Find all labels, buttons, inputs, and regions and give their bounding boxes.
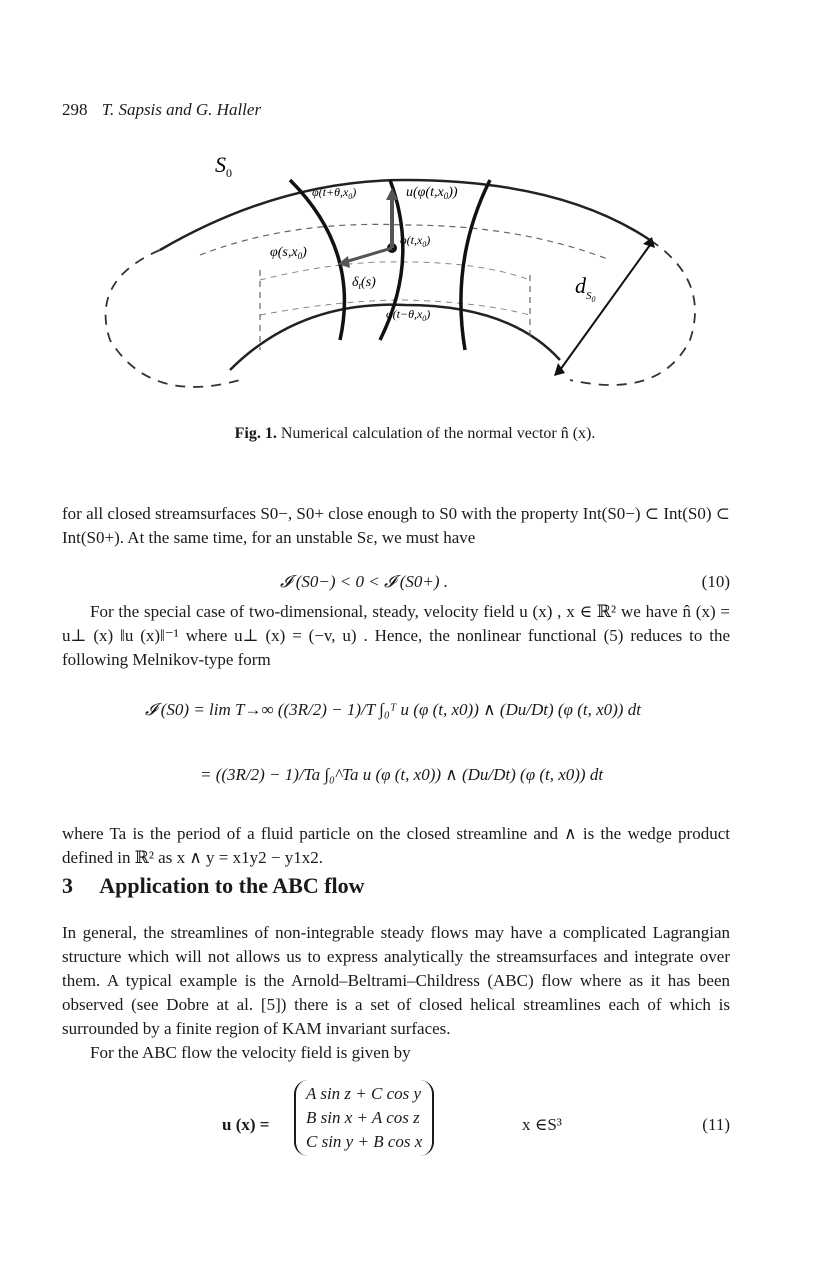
paragraph-2: For the special case of two-dimensional, steady, velocity field u (x) , x ∈ ℝ² we have n̂ (x) = u⊥ (x) ‖u (x)‖⁻¹ where u⊥ (x) = (−v, u) . Hence, the nonlinear functional (5) reduces to the following Melnikov-type form bbox=[62, 602, 730, 669]
paragraph-4: In general, the streamlines of non-integrable steady flows may have a complicated Lagrangian structure which will not allows us to express analytically the streamsurfaces and integrate over them. A typical example is the Arnold–Beltrami–Childress (ABC) flow where as it has been observed (see Dobre at al. [5]) there is a set of closed helical streamlines each of which is surrounded by a finite region of KAM invariant surfaces. bbox=[62, 923, 730, 1038]
label-delta: $\delta_t(s)$ bbox=[352, 275, 376, 291]
equation-melnikov-b: = ((3R/2) − 1)/Ta ∫₀^Ta u (φ (t, x0)) ∧ (Du/Dt) (φ (t, x0)) dt bbox=[200, 765, 604, 784]
caption-label: Fig. 1. bbox=[234, 425, 277, 442]
running-authors: T. Sapsis and G. Haller bbox=[101, 100, 262, 119]
page-number: 298 bbox=[62, 100, 88, 119]
figure-caption bbox=[62, 425, 768, 443]
torus-figure bbox=[90, 140, 720, 425]
d-arrow bbox=[560, 245, 650, 370]
normal-arrow bbox=[345, 248, 392, 262]
section-title: Application to the ABC flow bbox=[99, 873, 365, 898]
caption-text: Numerical calculation of the normal vector n̂ (x). bbox=[280, 425, 596, 442]
label-phi-plus: $\varphi(t+\theta,x_0)$ bbox=[312, 185, 357, 201]
section-number: 3 bbox=[62, 873, 73, 898]
velocity-matrix: A sin z + C cos y B sin x + A cos z C sin y + B cos x bbox=[294, 1080, 434, 1156]
label-d: $d_S0$ bbox=[575, 273, 596, 304]
label-s0: $S_0$ bbox=[215, 152, 232, 180]
equation-melnikov-a: 𝓘 (S0) = lim T→∞ ((3R/2) − 1)/T ∫₀ᵀ u (φ (t, x0)) ∧ (Du/Dt) (φ (t, x0)) dt bbox=[145, 700, 641, 719]
label-phi-minus: $\varphi(t-\theta,x_0)$ bbox=[386, 307, 431, 323]
torus-outer-left bbox=[106, 250, 240, 387]
label-phi-t: $\varphi(t,x_0)$ bbox=[400, 233, 431, 249]
paragraph-5: For the ABC flow the velocity field is given by bbox=[90, 1043, 411, 1062]
paragraph-1: for all closed streamsurfaces S0−, S0+ close enough to S0 with the property Int(S0−) ⊂ Int(S0) ⊂ Int(S0+). At the same time, for an unstable Sε, we must have bbox=[62, 504, 730, 547]
paragraph-3: where Ta is the period of a fluid particle on the closed streamline and ∧ is the wedge product defined in ℝ² as x ∧ y = x1y2 − y1x2. bbox=[62, 824, 730, 867]
section-heading bbox=[62, 873, 365, 899]
inner-dash-2 bbox=[260, 262, 530, 280]
running-header bbox=[62, 100, 261, 120]
label-phi-s: $\varphi(s,x_0)$ bbox=[270, 245, 307, 261]
label-u-phi: $u(\varphi(t,x_0))$ bbox=[406, 185, 458, 201]
torus-outer-right bbox=[570, 240, 695, 385]
curve-right bbox=[461, 180, 490, 350]
